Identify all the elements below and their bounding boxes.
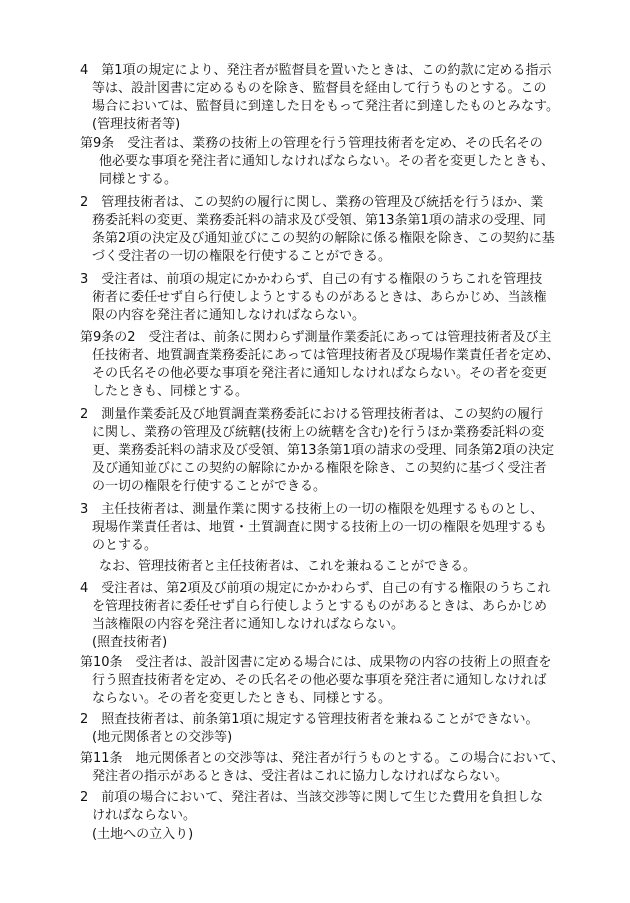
article-heading-line: 第10条 受注者は、設計図書に定める場合には、成果物の内容の技術上の照査を [80,655,552,670]
clause-line: 4 受注者は、第2項及び前項の規定にかかわらず、自己の有する権限のうちこれ [80,581,551,596]
clause-line: 条第2項の決定及び通知並びにこの契約の解除に係る権限を除き、この契約に基 [92,231,555,246]
clause-line: 発注者の指示があるときは、受注者はこれに協力しなければならない。 [92,769,509,784]
clause-line: を管理技術者に委任せず自ら行使しようとするものがあるときは、あらかじめ [92,599,548,614]
clause-line: したときも、同様とする。 [92,384,249,399]
article-heading-line: 第9条 受注者は、業務の技術上の管理を行う管理技術者を定め、その氏名その [80,136,543,151]
clause-line: 当該権限の内容を発注者に通知しなければならない。 [92,617,405,632]
clause-line: 他必要な事項を発注者に通知しなければならない。その者を変更したときも、 [99,154,555,169]
article-heading-line: 第11条 地元関係者との交渉等は、発注者が行うものとする。この場合において、 [80,751,565,766]
clause-line: 2 照査技術者は、前条第1項に規定する管理技術者を兼ねることができない。 [80,712,539,727]
clause-line: に関し、業務の管理及び統轄(技術上の統轄を含む)を行うほか業務委託料の変 [92,425,545,440]
clause-line: 2 管理技術者は、この契約の履行に関し、業務の管理及び統括を行うほか、業 [80,195,544,210]
clause-line: 更、業務委託料の請求及び受領、第13条第1項の請求の受理、同条第2項の決定 [92,443,555,458]
clause-line: 及び通知並びにこの契約の解除にかかる権限を除き、この契約に基づく受注者 [92,461,547,476]
clause-line: 現場作業責任者は、地質・土質調査に関する技術上の一切の権限を処理するも [92,520,548,535]
clause-line: 同様とする。 [99,172,178,187]
article-caption: (土地への立入り) [92,827,194,842]
clause-line: 2 測量作業委託及び地質調査業務委託における管理技術者は、この契約の履行 [80,407,544,422]
clause-line: づく受注者の一切の権限を行使することができる。 [92,249,392,264]
clause-line: 務委託料の変更、業務委託料の請求及び受領、第13条第1項の請求の受理、同 [92,213,546,228]
clause-line: 等は、設計図書に定めるものを除き、監督員を経由して行うものとする。この [92,81,547,96]
clause-line: 任技術者、地質調査業務委託にあっては管理技術者及び現場作業責任者を定め、 [92,348,560,363]
clause-line: 3 主任技術者は、測量作業に関する技術上の一切の権限を処理するものとし、 [80,502,544,517]
article-caption: (管理技術者等) [92,117,181,132]
article-caption: (照査技術者) [92,635,168,650]
clause-line: ければならない。 [92,808,197,823]
article-heading-line: 第9条の2 受注者は、前条に関わらず測量作業委託にあっては管理技術者及び主 [80,330,552,345]
clause-line: 限の内容を発注者に通知しなければならない。 [92,308,366,323]
clause-line: 術者に委任せず自ら行使しようとするものがあるときは、あらかじめ、当該権 [92,290,547,305]
clause-line: ならない。その者を変更したときも、同様とする。 [92,691,392,706]
clause-line: 3 受注者は、前項の規定にかかわらず、自己の有する権限のうちこれを管理技 [80,272,543,287]
clause-line: なお、管理技術者と主任技術者は、これを兼ねることができる。 [99,559,477,574]
clause-line: 2 前項の場合において、発注者は、当該交渉等に関して生じた費用を負担しな [80,790,544,805]
clause-line: 行う照査技術者を定め、その氏名その他必要な事項を発注者に通知しなければ [92,673,547,688]
clause-line: その氏名その他必要な事項を発注者に通知しなければならない。その者を変更 [92,366,548,381]
clause-line: 場合においては、監督員に到達した日をもって発注者に到達したものとみなす。 [92,99,559,114]
article-caption: (地元関係者との交渉等) [92,730,233,745]
clause-line: 4 第1項の規定により、発注者が監督員を置いたときは、この約款に定める指示 [80,63,552,78]
clause-line: のとする。 [92,538,158,553]
clause-line: の一切の権限を行使することができる。 [92,479,327,494]
